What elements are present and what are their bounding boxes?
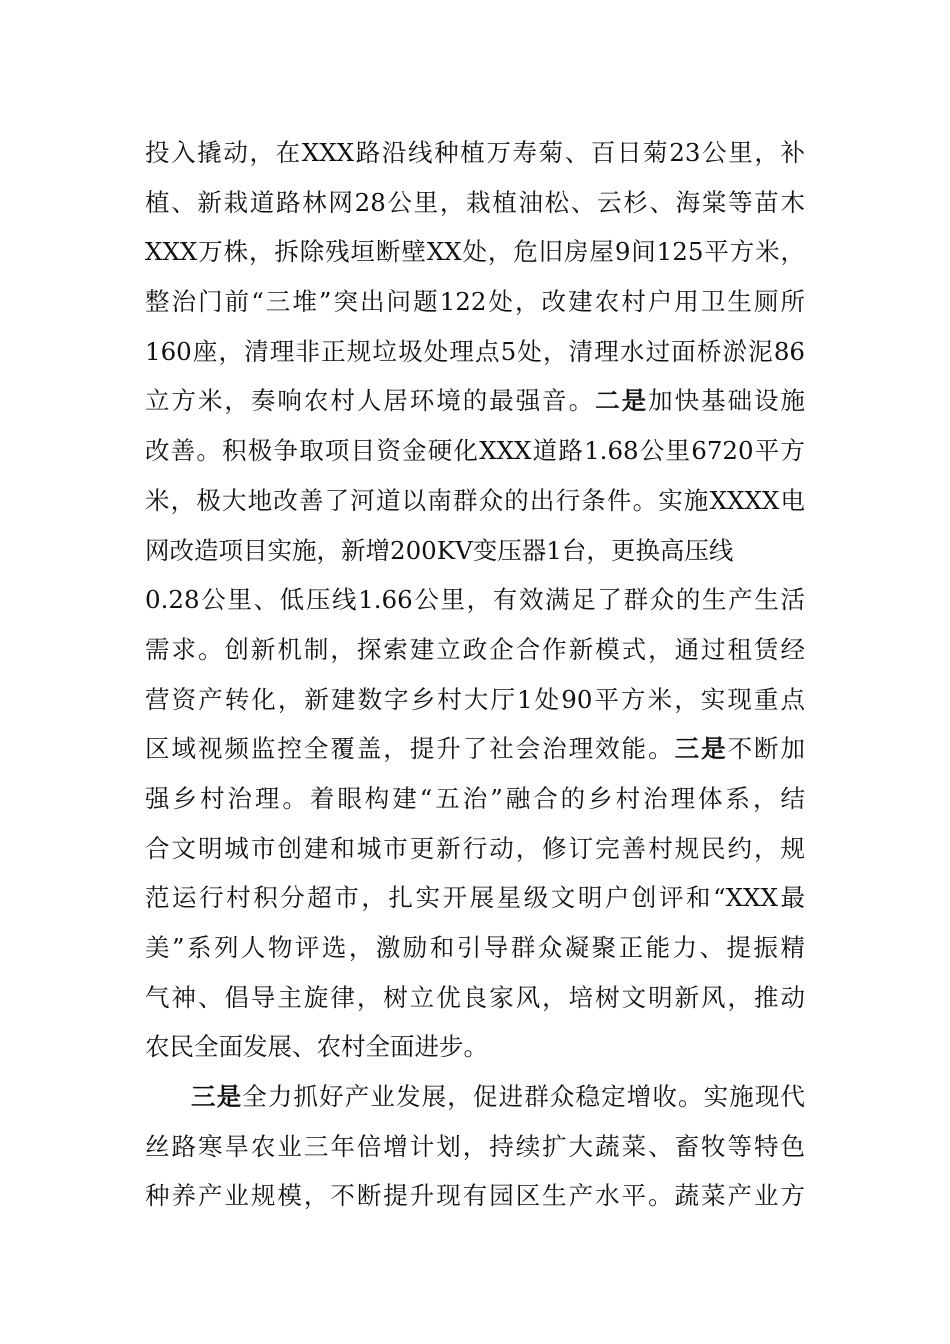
- bold-lead-phrase: 三是: [191, 1082, 243, 1112]
- text-line: [145, 675, 805, 725]
- text-segment: 营资产转化，新建数字乡村大厅1处90平方米，实现重点: [145, 684, 805, 714]
- text-line: [145, 625, 805, 675]
- text-line: [145, 476, 805, 526]
- text-segment: 农民全面发展、农村全面进步。: [145, 1032, 488, 1062]
- text-line: [145, 1072, 805, 1122]
- text-line: [145, 575, 805, 625]
- text-line: [145, 774, 805, 824]
- text-line: [145, 1022, 805, 1072]
- text-line: [145, 724, 805, 774]
- text-segment: 加快基础设施: [648, 386, 805, 416]
- text-segment: 米，极大地改善了河道以南群众的出行条件。实施XXXX电: [145, 485, 805, 515]
- text-segment: 投入撬动，在XXX路沿线种植万寿菊、百日菊23公里，补: [145, 138, 805, 167]
- text-segment: 丝路寒旱农业三年倍增计划，持续扩大蔬菜、畜牧等特色: [145, 1131, 805, 1161]
- text-segment: 气神、倡导主旋律，树立优良家风，培树文明新风，推动: [145, 982, 805, 1012]
- text-line: [145, 227, 805, 277]
- text-line: [145, 526, 805, 576]
- text-segment: 范运行村积分超市，扎实开展星级文明户创评和“XXX最: [145, 883, 805, 913]
- text-segment: 全力抓好产业发展，促进群众稳定增收。实施现代: [242, 1082, 805, 1112]
- text-segment: 区域视频监控全覆盖，提升了社会治理效能。: [145, 734, 675, 764]
- text-segment: 强乡村治理。着眼构建“五治”融合的乡村治理体系，结: [145, 783, 805, 813]
- text-line: [145, 1171, 805, 1221]
- bold-lead-phrase: 三是: [674, 734, 728, 764]
- text-line: [145, 327, 805, 377]
- body-text: [145, 128, 805, 1221]
- text-segment: 植、新栽道路林网28公里，栽植油松、云杉、海棠等苗木: [145, 187, 805, 217]
- text-segment: 种养产业规模，不断提升现有园区生产水平。蔬菜产业方: [145, 1181, 805, 1211]
- text-segment: 网改造项目实施，新增200KV变压器1台，更换高压线: [145, 535, 734, 565]
- text-line: [145, 426, 805, 476]
- text-segment: 整治门前“三堆”突出问题122处，改建农村户用卫生厕所: [145, 287, 805, 317]
- text-segment: 合文明城市创建和城市更新行动，修订完善村规民约，规: [145, 833, 805, 863]
- text-line: [145, 873, 805, 923]
- text-segment: 改善。积极争取项目资金硬化XXX道路1.68公里6720平方: [145, 436, 805, 466]
- text-line: [145, 128, 805, 178]
- text-segment: XXX万株，拆除残垣断壁XX处，危旧房屋9间125平方米，: [145, 237, 805, 267]
- text-segment: 0.28公里、低压线1.66公里，有效满足了群众的生产生活: [145, 585, 805, 615]
- text-line: [145, 923, 805, 973]
- bold-lead-phrase: 二是: [595, 386, 649, 416]
- text-segment: 需求。创新机制，探索建立政企合作新模式，通过租赁经: [145, 634, 805, 664]
- text-segment: 美”系列人物评选，激励和引导群众凝聚正能力、提振精: [145, 933, 805, 962]
- text-segment: 立方米，奏响农村人居环境的最强音。: [145, 386, 596, 416]
- text-line: [145, 824, 805, 874]
- text-segment: 160座，清理非正规垃圾处理点5处，清理水过面桥淤泥86: [145, 336, 805, 366]
- text-line: [145, 178, 805, 228]
- text-segment: 不断加: [727, 734, 805, 764]
- text-line: [145, 277, 805, 327]
- text-line: [145, 376, 805, 426]
- text-line: [145, 973, 805, 1023]
- text-line: [145, 1122, 805, 1172]
